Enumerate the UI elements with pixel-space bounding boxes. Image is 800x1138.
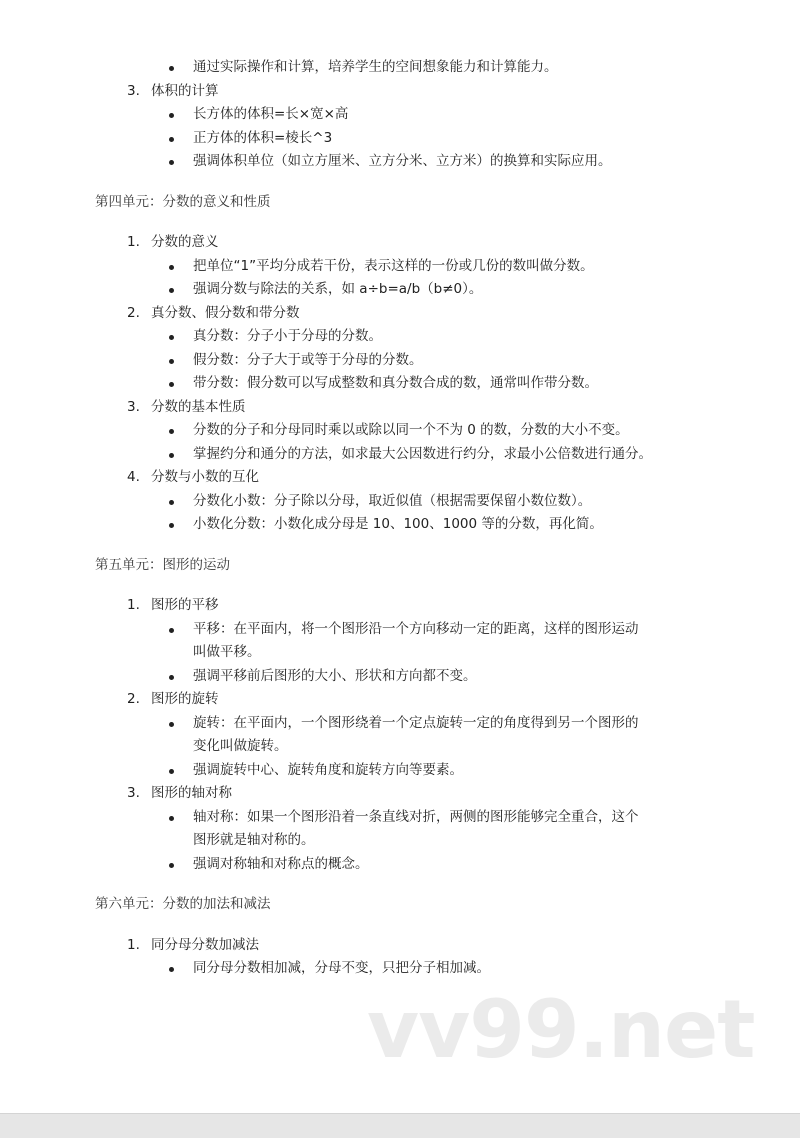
numbered-item: 1. 分数的意义 [127,234,219,250]
bullet-dot-icon [169,382,174,387]
bullet-dot-icon [169,722,174,727]
numbered-item: 4. 分数与小数的互化 [127,469,259,485]
bullet-item: 通过实际操作和计算，培养学生的空间想象能力和计算能力。 [0,56,800,80]
bullet-item: 假分数：分子大于或等于分母的分数。 [0,349,800,373]
bullet-dot-icon [169,523,174,528]
bullet-item: 长方体的体积=长×宽×高 [0,103,800,127]
bullet-dot-icon [169,675,174,680]
numbered-item: 3. 图形的轴对称 [127,785,232,801]
bullet-item: 旋转：在平面内，一个图形绕着一个定点旋转一定的角度得到另一个图形的 [0,712,800,736]
section-heading-unit6: 第六单元：分数的加法和减法 [95,896,271,912]
page-bottom-edge [0,1113,800,1138]
numbered-item: 2. 真分数、假分数和带分数 [127,304,300,321]
numbered-item: 1. 同分母分数加减法 [127,936,259,953]
bullet-dot-icon [169,335,174,340]
numbered-item: 1. 图形的平移 [127,597,219,613]
bullet-dot-icon [169,500,174,505]
bullet-item: 轴对称：如果一个图形沿着一条直线对折，两侧的图形能够完全重合，这个 [0,806,800,830]
bullet-dot-icon [169,288,174,293]
bullet-dot-icon [169,628,174,633]
bullet-dot-icon [169,967,174,972]
bullet-item: 带分数：假分数可以写成整数和真分数合成的数，通常叫作带分数。 [0,372,800,396]
bullet-item: 平移：在平面内，将一个图形沿一个方向移动一定的距离，这样的图形运动 [0,618,800,642]
bullet-item: 强调体积单位（如立方厘米、立方分米、立方米）的换算和实际应用。 [0,150,800,174]
bullet-dot-icon [169,113,174,118]
bullet-dot-icon [169,265,174,270]
numbered-item: 3. 体积的计算 [127,82,219,99]
bullet-item: 掌握约分和通分的方法，如求最大公因数进行约分，求最小公倍数进行通分。 [0,443,800,467]
bullet-continuation: 图形就是轴对称的。 [193,832,315,848]
numbered-item: 2. 图形的旋转 [127,691,219,707]
bullet-dot-icon [169,863,174,868]
bullet-dot-icon [169,769,174,774]
bullet-item: 分数的分子和分母同时乘以或除以同一个不为 0 的数，分数的大小不变。 [0,419,800,443]
bullet-item: 强调对称轴和对称点的概念。 [0,853,800,877]
bullet-dot-icon [169,359,174,364]
watermark: vv99.net [367,983,755,1076]
bullet-dot-icon [169,160,174,165]
bullet-item: 强调分数与除法的关系，如 a÷b=a/b（b≠0）。 [0,278,800,302]
bullet-item: 强调平移前后图形的大小、形状和方向都不变。 [0,665,800,689]
bullet-dot-icon [169,66,174,71]
section-heading-unit5: 第五单元：图形的运动 [95,556,230,573]
bullet-dot-icon [169,816,174,821]
bullet-item: 正方体的体积=棱长^3 [0,127,800,151]
bullet-dot-icon [169,137,174,142]
bullet-item: 同分母分数相加减，分母不变，只把分子相加减。 [0,957,800,981]
bullet-item: 真分数：分子小于分母的分数。 [0,325,800,349]
bullet-continuation: 叫做平移。 [193,644,261,660]
bullet-item: 小数化分数：小数化成分母是 10、100、1000 等的分数，再化简。 [0,513,800,537]
bullet-dot-icon [169,429,174,434]
bullet-item: 把单位“1”平均分成若干份，表示这样的一份或几份的数叫做分数。 [0,255,800,279]
document-content [0,56,800,981]
bullet-item: 强调旋转中心、旋转角度和旋转方向等要素。 [0,759,800,783]
numbered-item: 3. 分数的基本性质 [127,398,246,415]
bullet-dot-icon [169,453,174,458]
bullet-item: 分数化小数：分子除以分母，取近似值（根据需要保留小数位数）。 [0,490,800,514]
bullet-continuation: 变化叫做旋转。 [193,738,288,754]
section-heading-unit4: 第四单元：分数的意义和性质 [95,193,271,210]
